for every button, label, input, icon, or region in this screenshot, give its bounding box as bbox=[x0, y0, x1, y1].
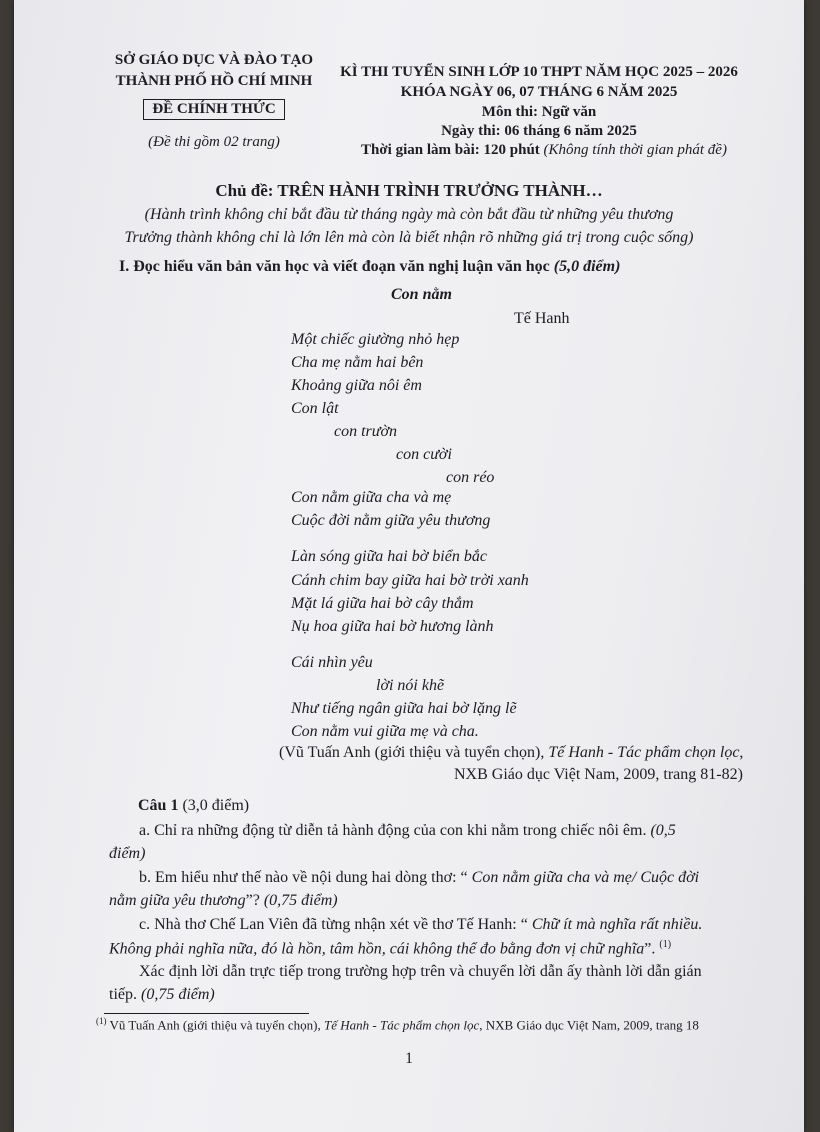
exam-duration: Thời gian làm bài: 120 phút (Không tính thời gian phát đề) bbox=[361, 142, 727, 158]
topic-title: Chủ đề: TRÊN HÀNH TRÌNH TRƯỞNG THÀNH… bbox=[215, 181, 603, 200]
question-1c-cont: Không phải nghĩa nữa, đó là hồn, tâm hồn, cái không thể đo bằng đơn vị chữ nghĩa”. $^{(1)}$ bbox=[109, 939, 672, 958]
footnote-separator bbox=[104, 1013, 309, 1014]
section-heading: I. Đọc hiểu văn bản văn học và viết đoạn văn nghị luận văn học (5,0 điểm) bbox=[119, 258, 621, 275]
question-1a-cont: điểm) bbox=[109, 845, 146, 862]
question-1-heading: Câu 1 (3,0 điểm) bbox=[138, 797, 250, 814]
poem-line: Làn sóng giữa hai bờ biển bắc bbox=[291, 548, 487, 565]
poem-line: lời nói khẽ bbox=[376, 677, 445, 694]
poem-author: Tế Hanh bbox=[514, 310, 570, 327]
exam-title: KÌ THI TUYỂN SINH LỚP 10 THPT NĂM HỌC 2025 – 2026 bbox=[340, 64, 738, 80]
city-name: THÀNH PHỐ HỒ CHÍ MINH bbox=[115, 73, 313, 89]
poem-line: Cánh chim bay giữa hai bờ trời xanh bbox=[291, 572, 529, 589]
exam-subject: Môn thi: Ngữ văn bbox=[481, 104, 597, 120]
poem-line: Cuộc đời nằm giữa yêu thương bbox=[291, 512, 491, 529]
topic-line-1: (Hành trình không chỉ bắt đầu từ tháng ngày mà còn bắt đầu từ những yêu thương bbox=[144, 206, 674, 223]
poem-title: Con nằm bbox=[391, 286, 452, 303]
exam-day: Ngày thi: 06 tháng 6 năm 2025 bbox=[441, 123, 637, 139]
poem-source-line-1: (Vũ Tuấn Anh (giới thiệu và tuyển chọn), Tế Hanh - Tác phẩm chọn lọc, bbox=[279, 744, 744, 761]
poem-line: Con nằm vui giữa mẹ và cha. bbox=[291, 723, 479, 740]
question-1c-task: Xác định lời dẫn trực tiếp trong trường hợp trên và chuyển lời dẫn ấy thành lời dẫn gián bbox=[139, 963, 702, 980]
poem-line: Cha mẹ nằm hai bên bbox=[291, 354, 424, 371]
question-1c-task-cont: tiếp. (0,75 điểm) bbox=[109, 986, 215, 1003]
poem-line: Khoảng giữa nôi êm bbox=[291, 377, 422, 394]
topic-line-2: Trưởng thành không chỉ là lớn lên mà còn là biết nhận rõ những giá trị trong cuộc sống) bbox=[124, 229, 694, 246]
footnote: $^{(1)}$ Vũ Tuấn Anh (giới thiệu và tuyển chọn), Tế Hanh - Tác phẩm chọn lọc, NXB Giáo dục Việt Nam, 2009, trang 18 bbox=[96, 1016, 699, 1033]
poem-source-line-2: NXB Giáo dục Việt Nam, 2009, trang 81-82) bbox=[454, 766, 743, 783]
poem-line: con réo bbox=[446, 469, 495, 486]
poem-line: Cái nhìn yêu bbox=[291, 654, 373, 671]
department-name: SỞ GIÁO DỤC VÀ ĐÀO TẠO bbox=[114, 52, 314, 68]
poem-line: Mặt lá giữa hai bờ cây thắm bbox=[291, 595, 474, 612]
page-count-note: (Đề thi gồm 02 trang) bbox=[148, 134, 280, 150]
poem-line: con trườn bbox=[334, 423, 398, 440]
exam-paper bbox=[14, 0, 804, 1132]
poem-line: Nụ hoa giữa hai bờ hương lành bbox=[291, 618, 494, 635]
question-1b: b. Em hiểu như thế nào về nội dung hai dòng thơ: “ Con nằm giữa cha và mẹ/ Cuộc đời bbox=[139, 869, 700, 886]
poem-line: con cười bbox=[396, 446, 452, 463]
poem-line: Một chiếc giường nhỏ hẹp bbox=[291, 331, 460, 348]
poem-line: Như tiếng ngân giữa hai bờ lặng lẽ bbox=[291, 700, 517, 717]
official-exam-badge: ĐỀ CHÍNH THỨC bbox=[143, 99, 284, 120]
poem-line: Con nằm giữa cha và mẹ bbox=[291, 489, 452, 506]
page-number: 1 bbox=[405, 1050, 413, 1067]
question-1c: c. Nhà thơ Chế Lan Viên đã từng nhận xét về thơ Tế Hanh: “ Chữ ít mà nghĩa rất nhiều. bbox=[139, 916, 703, 933]
exam-dates: KHÓA NGÀY 06, 07 THÁNG 6 NĂM 2025 bbox=[400, 84, 678, 100]
question-1b-cont: nằm giữa yêu thương”? (0,75 điểm) bbox=[109, 892, 338, 909]
poem-line: Con lật bbox=[291, 400, 339, 417]
question-1a: a. Chỉ ra những động từ diễn tả hành động của con khi nằm trong chiếc nôi êm. (0,5 bbox=[139, 822, 676, 839]
